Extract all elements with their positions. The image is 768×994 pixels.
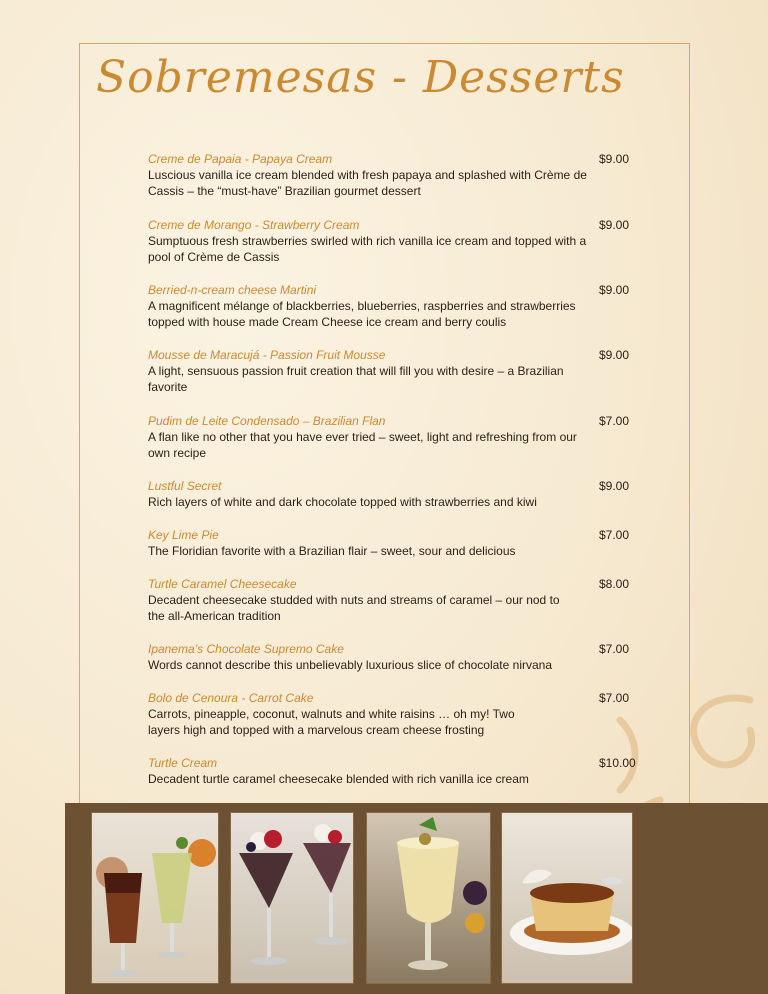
menu-item xyxy=(148,527,630,559)
berry-martini-photo xyxy=(230,812,354,984)
item-name: Bolo de Cenoura - Carrot Cake xyxy=(148,691,314,705)
item-description: A flan like no other that you have ever tried – sweet, light and refreshing from our own recipe xyxy=(148,430,577,460)
menu-item xyxy=(148,576,630,624)
item-price: $10.00 xyxy=(599,756,636,770)
item-name: Key Lime Pie xyxy=(148,528,219,542)
item-description: Carrots, pineapple, coconut, walnuts and white raisins … oh my! Two layers high and topped with a marvelous cream cheese frosting xyxy=(148,707,515,737)
item-name: Creme de Morango - Strawberry Cream xyxy=(148,218,360,232)
menu-item xyxy=(148,690,630,738)
item-price: $9.00 xyxy=(599,348,630,362)
item-price: $9.00 xyxy=(599,218,630,232)
item-description: Rich layers of white and dark chocolate topped with strawberries and kiwi xyxy=(148,495,537,509)
menu-item xyxy=(148,478,630,510)
item-description: Luscious vanilla ice cream blended with fresh papaya and splashed with Crème de Cassis – the “must-have” Brazilian gourmet dessert xyxy=(148,168,587,198)
item-price: $7.00 xyxy=(599,528,630,542)
item-description: A light, sensuous passion fruit creation that will fill you with desire – a Brazilian favorite xyxy=(148,364,564,394)
menu-item xyxy=(148,282,630,330)
item-name: Mousse de Maracujá - Passion Fruit Mousse xyxy=(148,348,386,362)
item-price: $9.00 xyxy=(599,479,630,493)
item-price: $7.00 xyxy=(599,642,630,656)
menu-item xyxy=(148,755,636,787)
item-description: Decadent turtle caramel cheesecake blended with rich vanilla ice cream xyxy=(148,772,529,786)
item-price: $9.00 xyxy=(599,283,630,297)
menu-item xyxy=(148,217,630,265)
menu-item xyxy=(148,347,630,395)
item-description: The Floridian favorite with a Brazilian flair – sweet, sour and delicious xyxy=(148,544,516,558)
item-name: Turtle Cream xyxy=(148,756,218,770)
item-price: $8.00 xyxy=(599,577,630,591)
item-description: Words cannot describe this unbelievably luxurious slice of chocolate nirvana xyxy=(148,658,552,672)
menu-item xyxy=(148,151,630,199)
item-name: Creme de Papaia - Papaya Cream xyxy=(148,152,333,166)
item-name: Turtle Caramel Cheesecake xyxy=(148,577,297,591)
item-price: $7.00 xyxy=(599,691,630,705)
drinks-photo xyxy=(91,812,219,984)
item-name: Berried-n-cream cheese Martini xyxy=(148,283,317,297)
passion-mousse-photo xyxy=(366,812,491,984)
flan-photo xyxy=(501,812,633,984)
page-title: Sobremesas - Desserts xyxy=(96,52,625,103)
item-name: Ipanema’s Chocolate Supremo Cake xyxy=(148,642,344,656)
item-description: Sumptuous fresh strawberries swirled with rich vanilla ice cream and topped with a pool of Crème de Cassis xyxy=(148,234,587,264)
menu-item xyxy=(148,413,630,461)
item-price: $9.00 xyxy=(599,152,630,166)
item-description: Decadent cheesecake studded with nuts and streams of caramel – our nod to the all-American tradition xyxy=(148,593,560,623)
menu-item xyxy=(148,641,630,673)
item-name: Lustful Secret xyxy=(148,479,222,493)
item-name: Pudim de Leite Condensado – Brazilian Flan xyxy=(148,414,386,428)
item-price: $7.00 xyxy=(599,414,630,428)
item-description: A magnificent mélange of blackberries, blueberries, raspberries and strawberries topped with house made Cream Cheese ice cream and berry coulis xyxy=(148,299,576,329)
